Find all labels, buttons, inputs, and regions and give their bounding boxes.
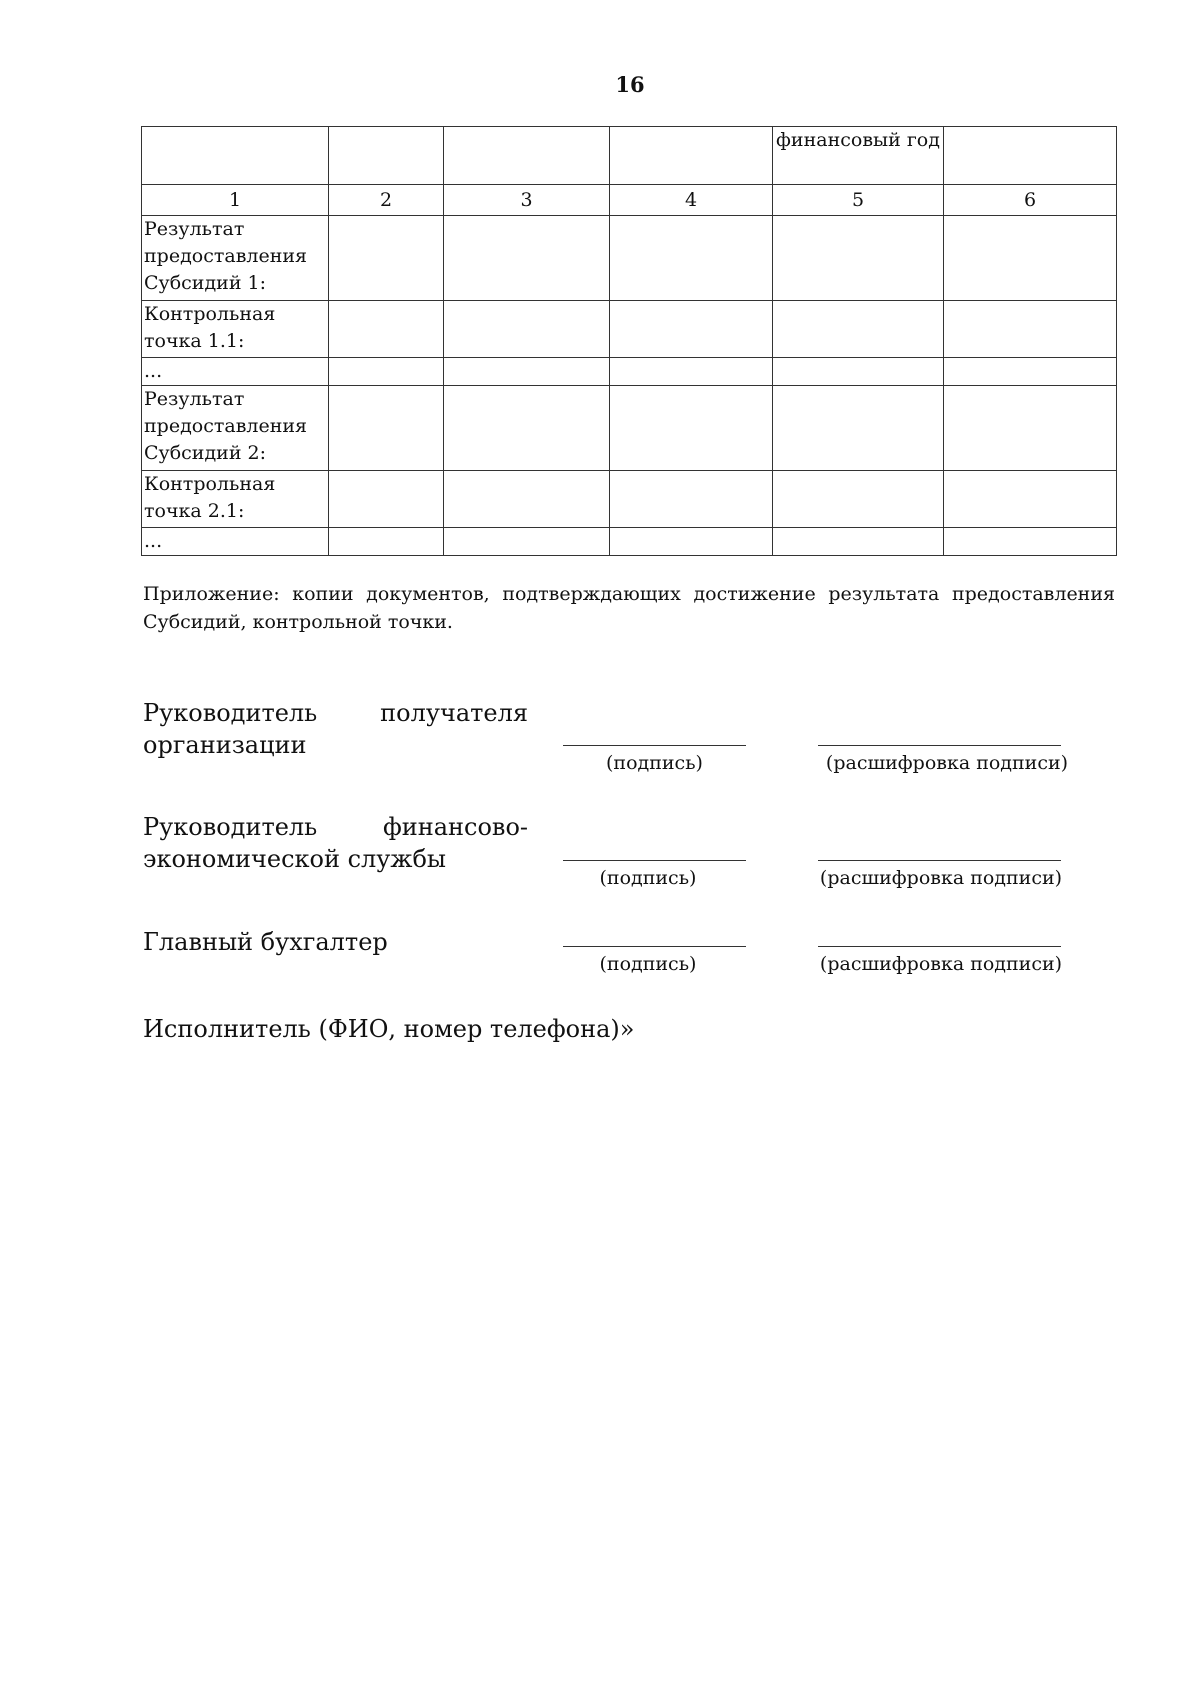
table-row	[142, 358, 1117, 386]
column-number: 6	[944, 185, 1117, 216]
table-row	[142, 471, 1117, 528]
signature-line	[563, 860, 746, 861]
header-cell	[142, 127, 329, 185]
signature-caption: (подпись)	[599, 867, 697, 889]
table-cell	[444, 358, 610, 386]
table-cell	[329, 386, 444, 471]
table-cell	[944, 358, 1117, 386]
decoding-line	[818, 946, 1061, 947]
table-cell	[944, 471, 1117, 528]
signature-line	[563, 745, 746, 746]
role-text: Руководитель	[143, 699, 318, 727]
decoding-caption: (расшифровка подписи)	[819, 953, 1063, 975]
row-label: ...	[142, 528, 329, 556]
table-row	[142, 386, 1117, 471]
row-label: Результат предоставления Субсидий 1:	[142, 216, 329, 301]
decoding-line	[818, 745, 1061, 746]
signature-role-head-recipient	[143, 697, 528, 761]
column-number: 1	[142, 185, 329, 216]
column-number: 5	[773, 185, 944, 216]
role-text: экономической службы	[143, 845, 447, 873]
report-table	[141, 126, 1117, 556]
row-label: Результат предоставления Субсидий 2:	[142, 386, 329, 471]
signature-caption: (подпись)	[606, 752, 703, 774]
table-cell	[610, 216, 773, 301]
header-cell	[944, 127, 1117, 185]
table-cell	[610, 358, 773, 386]
row-label: Контрольная точка 1.1:	[142, 301, 329, 358]
table-cell	[944, 301, 1117, 358]
decoding-caption: (расшифровка подписи)	[825, 752, 1069, 774]
role-text: Руководитель	[143, 813, 318, 841]
table-cell	[329, 528, 444, 556]
table-cell	[610, 386, 773, 471]
table-cell	[329, 301, 444, 358]
row-label: Контрольная точка 2.1:	[142, 471, 329, 528]
row-label: ...	[142, 358, 329, 386]
header-cell-financial-year: финансовый год	[773, 127, 944, 185]
signature-line	[563, 946, 746, 947]
column-number-row	[142, 185, 1117, 216]
table-cell	[610, 528, 773, 556]
column-number: 4	[610, 185, 773, 216]
table-cell	[610, 471, 773, 528]
table-cell	[444, 471, 610, 528]
table-cell	[773, 528, 944, 556]
page-number: 16	[615, 72, 645, 97]
role-text: финансово-	[382, 813, 528, 841]
table-cell	[773, 386, 944, 471]
table-cell	[773, 216, 944, 301]
table-cell	[944, 386, 1117, 471]
column-number: 3	[444, 185, 610, 216]
table-cell	[444, 301, 610, 358]
table-cell	[773, 471, 944, 528]
decoding-caption: (расшифровка подписи)	[819, 867, 1063, 889]
signature-role-head-finance	[143, 811, 528, 875]
header-cell	[329, 127, 444, 185]
role-text: получателя	[380, 699, 528, 727]
signature-caption: (подпись)	[599, 953, 697, 975]
header-cell	[444, 127, 610, 185]
column-number: 2	[329, 185, 444, 216]
table-cell	[944, 528, 1117, 556]
table-cell	[773, 301, 944, 358]
table-cell	[444, 216, 610, 301]
decoding-line	[818, 860, 1061, 861]
table-cell	[329, 216, 444, 301]
header-cell	[610, 127, 773, 185]
role-text: организации	[143, 731, 307, 759]
table-cell	[944, 216, 1117, 301]
role-text: Главный бухгалтер	[143, 928, 388, 956]
table-cell	[773, 358, 944, 386]
table-cell	[329, 358, 444, 386]
table-cell	[610, 301, 773, 358]
table-cell	[444, 386, 610, 471]
table-row	[142, 301, 1117, 358]
table-row	[142, 216, 1117, 301]
appendix-note: Приложение: копии документов, подтверждающих достижение результата предоставления Субсидий, контрольной точки.	[143, 583, 1115, 633]
table-header-row	[142, 127, 1117, 185]
executor-line: Исполнитель (ФИО, номер телефона)»	[143, 1015, 635, 1043]
table-row	[142, 528, 1117, 556]
table-cell	[329, 471, 444, 528]
table-cell	[444, 528, 610, 556]
signature-role-chief-accountant	[143, 926, 528, 958]
